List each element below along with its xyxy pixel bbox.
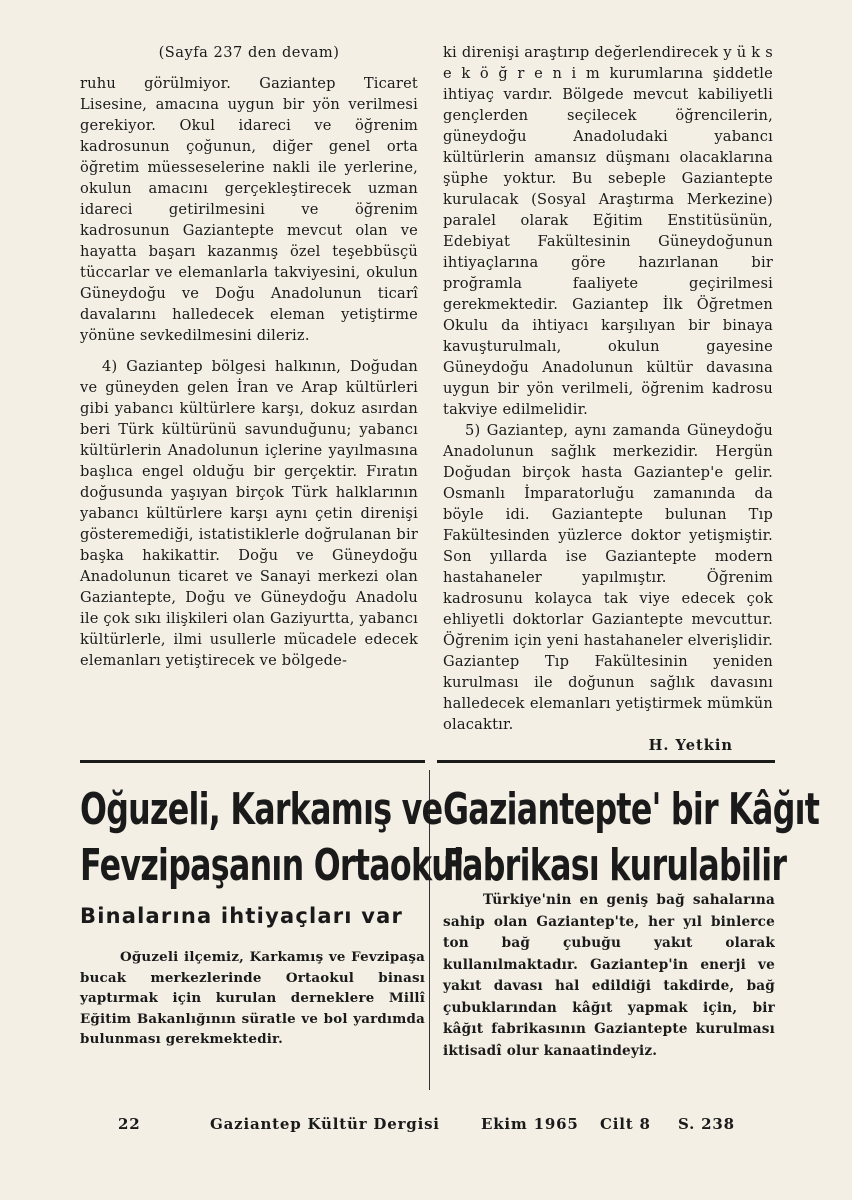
article-headline: [443, 782, 819, 894]
paragraph: ruhu görülmiyor. Gaziantep Ticaret Lisesine, amacına uygun bir yön verilmesi gerekiyor. Okul idareci ve öğrenim kadrosunun çoğunun, diğer genel orta öğretim müesseselerine nakli ile yerlerine, okulun amacını gerçekleştirecek uzman idareci getirilmesini ve öğrenim kadrosunun Gaziantepte mevcut olan ve hayatta başarı kazanmış özel teşebbüsçü tüccarlar ve elemanlarla takviyesini, okulun Güneydoğu ve Doğu Anadolunun ticarî davalarını halledecek eleman yetiştirme yönüne sevkedilmesini dileriz.: [80, 75, 418, 344]
paragraph: Oğuzeli ilçemiz, Karkamış ve Fevzipaşa bucak merkezlerinde Ortaokul binası yaptırmak için kurulan derneklere Millî Eğitim Bakanlığının süratle ve bol yardımda bulunması gerekmektedir.: [80, 949, 425, 1047]
issue-date: Ekim 1965: [481, 1115, 579, 1133]
divider: [437, 760, 775, 763]
headline-line: Fabrikası kurulabilir: [443, 840, 787, 891]
author-signature: H. Yetkin: [648, 737, 733, 754]
issue-number: S. 238: [678, 1115, 735, 1133]
headline-line: Gaziantepte' bir Kâğıt: [443, 784, 820, 835]
page-number: 22: [118, 1115, 141, 1133]
divider: [80, 760, 425, 763]
paragraph: 5) Gaziantep, aynı zamanda Güneydoğu Anadolunun sağlık merkezidir. Hergün Doğudan birçok hasta Gaziantep'e gelir. Osmanlı İmparatorluğu zamanında da böyle idi. Gaziantepte bulunan Tıp Fakültesinden yüzlerce doktor yetişmiştir. Son yıllarda ise Gaziantepte modern hastahaneler yapılmıştır. Öğrenim kadrosunu kolayca tak viye edecek çok ehliyetli doktorlar Gaziantepte mevcuttur. Öğrenim için yeni hastahaneler elverişlidir. Gaziantep Tıp Fakültesinin yeniden kurulması ile doğunun sağlık davasını halledecek elemanları yetiştirmek mümkün olacaktır.: [443, 422, 773, 733]
continued-note: (Sayfa 237 den devam): [158, 44, 340, 61]
article-subheadline: Binalarına ihtiyaçları var: [80, 904, 404, 928]
article-body: [443, 890, 775, 1062]
magazine-title: Gaziantep Kültür Dergisi: [210, 1115, 440, 1133]
left-column: [80, 42, 418, 671]
volume-number: Cilt 8: [600, 1115, 651, 1133]
article-headline: [80, 782, 463, 894]
headline-line: Fevzipaşanın Ortaokul: [80, 840, 464, 891]
headline-line: Oğuzeli, Karkamış ve: [80, 784, 443, 835]
paragraph: ki direnişi araştırıp değerlendirecek y ü k s e k ö ğ r e n i m kurumlarına şiddetle ihtiyaç vardır. Bölgede mevcut kabiliyetli gençlerden seçilecek öğrencilerin, güneydoğu Anadoludaki yabancı kültürlerin amansız düşmanı olacaklarına şüphe yoktur. Bu sebeple Gaziantepte kurulacak (Sosyal Araştırma Merkezine) paralel olarak Eğitim Enstitüsünün, Edebiyat Fakültesinin Güneydoğunun ihtiyaçlarına göre hazırlanan bir proğramla faaliyete geçirilmesi gerekmektedir. Gaziantep İlk Öğretmen Okulu da ihtiyacı karşılıyan bir binaya kavuşturulmalı, okulun gayesine Güneydoğu Anadolunun kültür davasına uygun bir yön verilmeli, öğrenim kadrosu takviye edilmelidir.: [443, 44, 773, 418]
paragraph: Türkiye'nin en geniş bağ sahalarına sahip olan Gaziantep'te, her yıl binlerce ton bağ çubuğu yakıt olarak kullanılmaktadır. Gaziantep'in enerji ve yakıt davası hal edildiği takdirde, bağ çubuklarından kâğıt yapmak için, bir kâğıt fabrikasının Gaziantepte kurulması iktisadî olur kanaatindeyiz.: [443, 892, 775, 1059]
paragraph: 4) Gaziantep bölgesi halkının, Doğudan ve güneyden gelen İran ve Arap kültürleri gibi yabancı kültürlere karşı, dokuz asırdan beri Türk kültürünü savunduğunu; yabancı kültürlerin Anadolunun içlerine yayılmasına başlıca engel olduğu bir gerçektir. Fıratın doğusunda yaşıyan birçok Türk halklarının yabancı kültürlere karşı aynı çetin direnişi gösteremediği, istatistiklerle doğrulanan bir başka hakikattir. Doğu ve Güneydoğu Anadolunun ticaret ve Sanayi merkezi olan Gaziantepte, Doğu ve Güneydoğu Anadolu ile çok sıkı ilişkileri olan Gaziyurtta, yabancı kültürlerle, ilmi usullerle mücadele edecek elemanları yetiştirecek ve bölgede-: [80, 358, 419, 669]
article-body: [80, 947, 425, 1050]
right-column: [443, 42, 773, 756]
